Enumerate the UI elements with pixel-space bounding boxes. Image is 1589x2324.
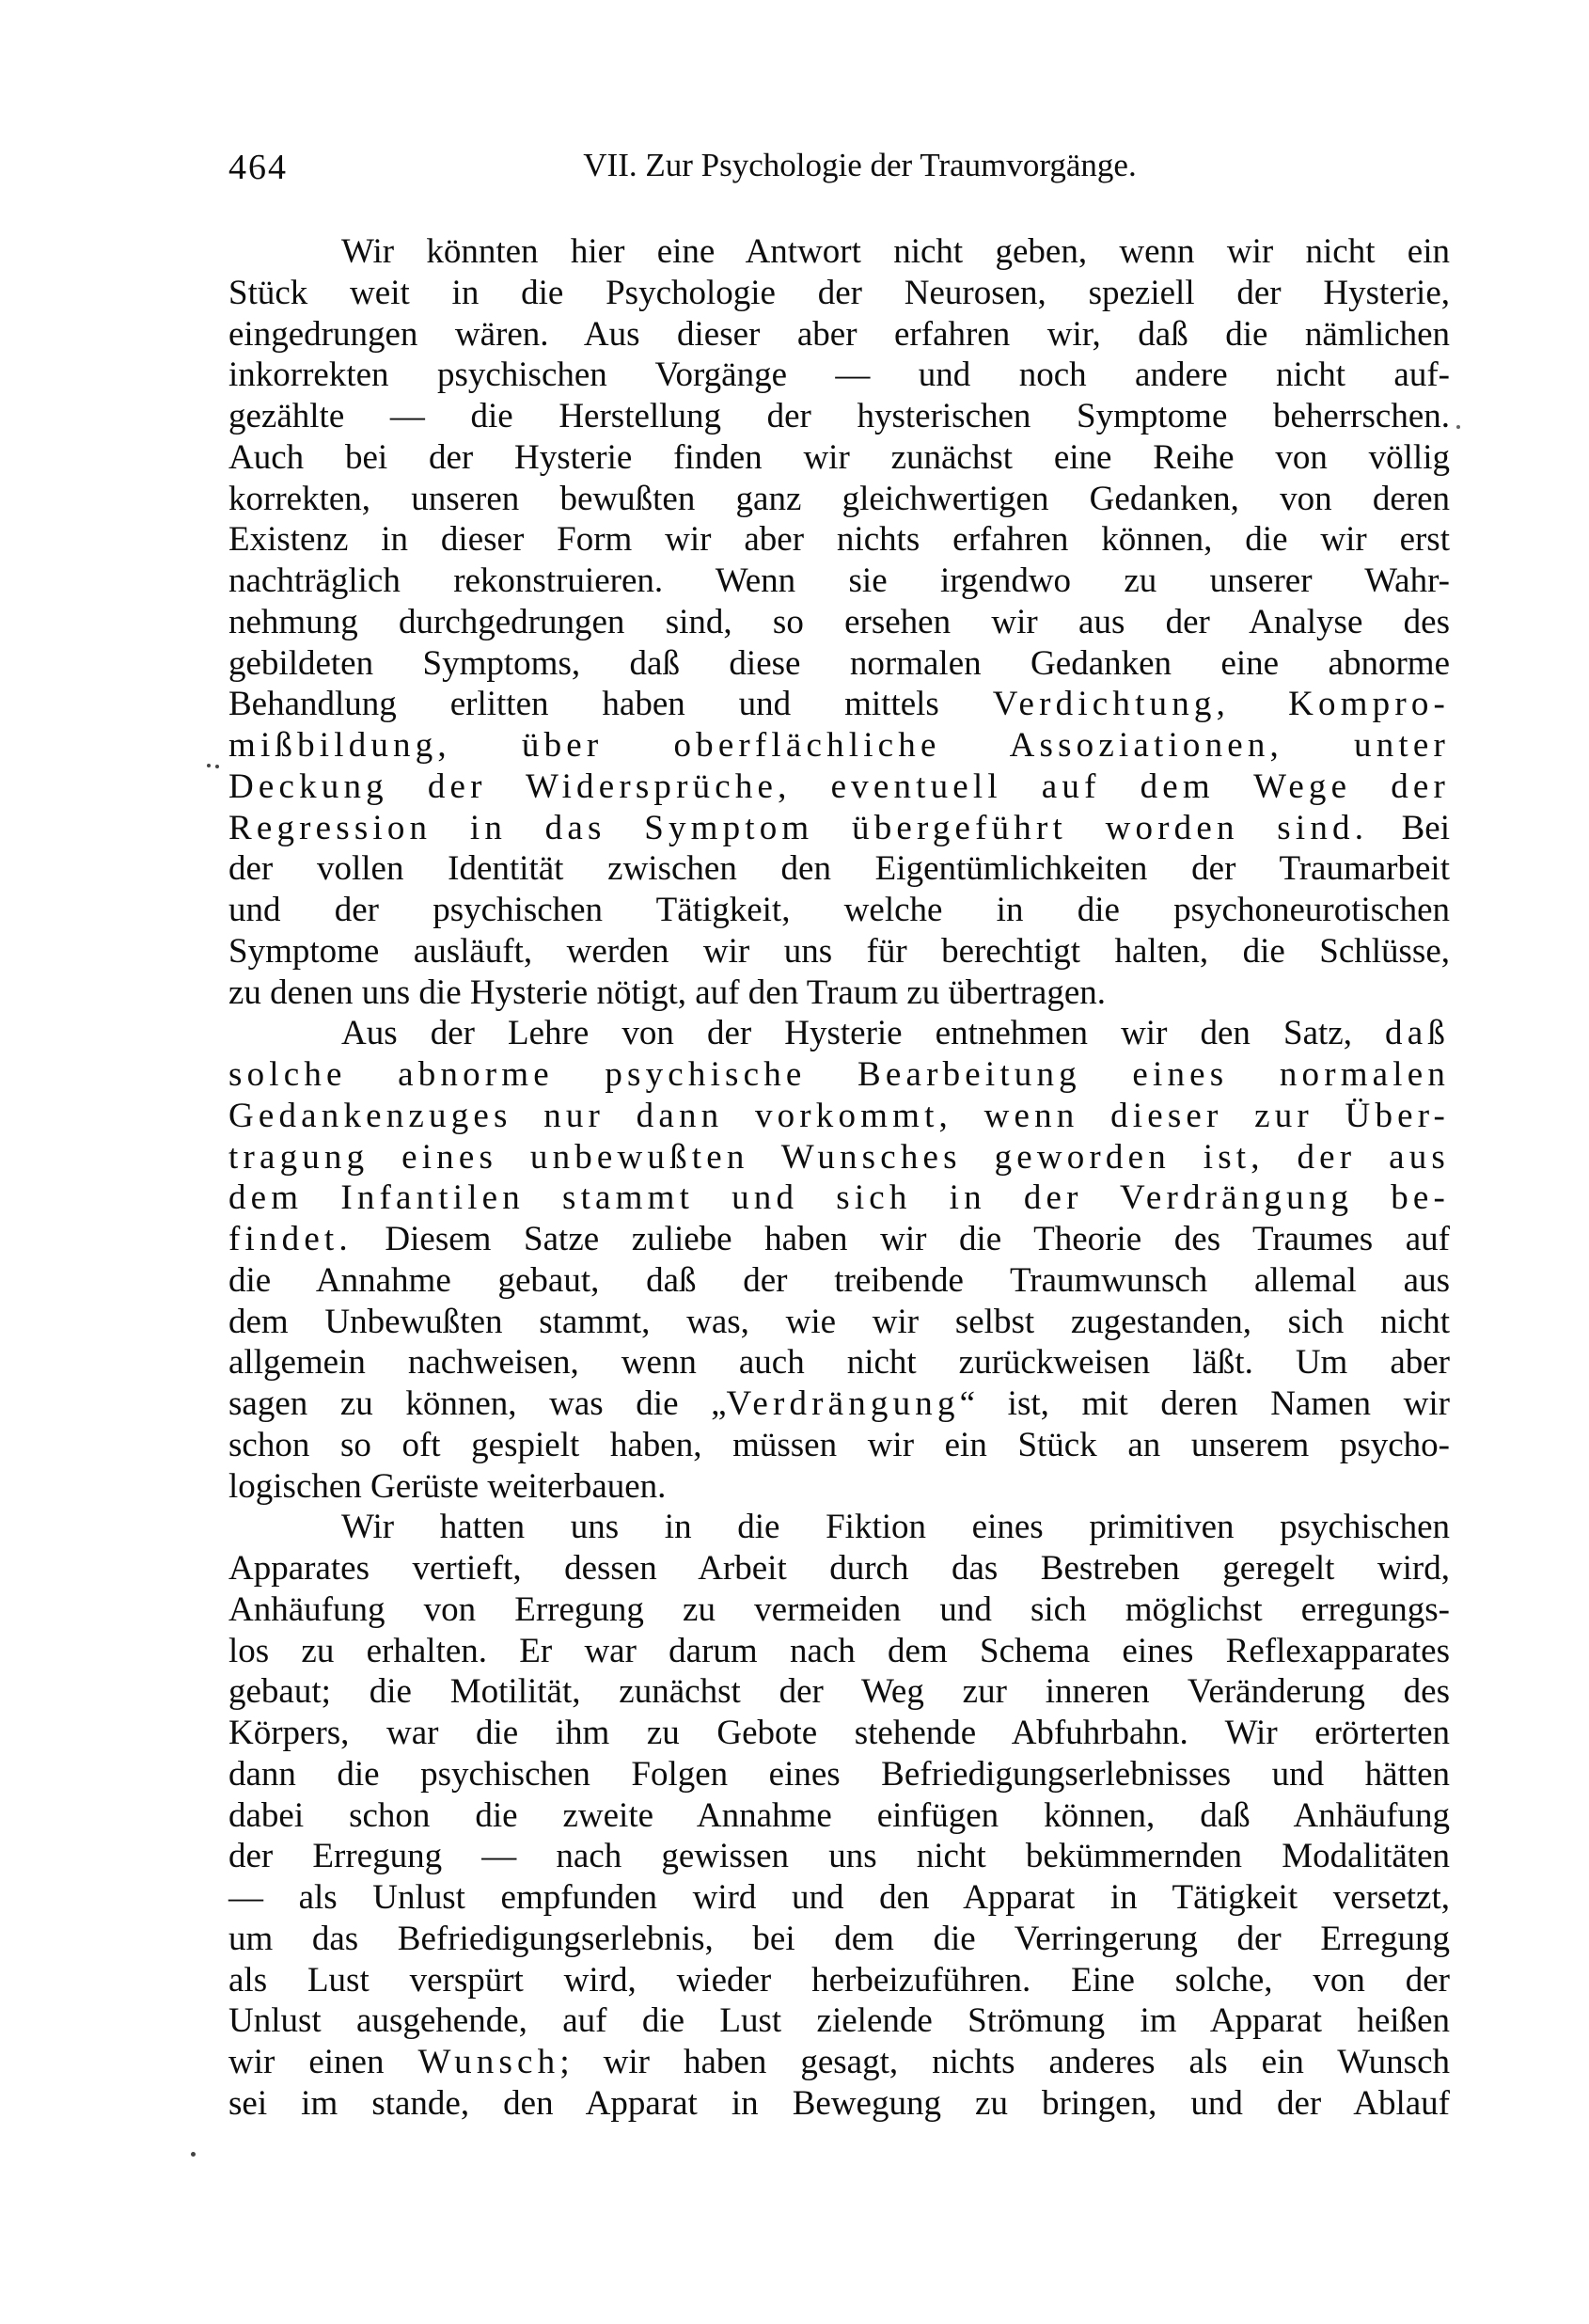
text-line: [228, 1342, 1450, 1383]
text-line: [228, 1548, 1450, 1589]
text-segment: Anhäufung von Erregung zu vermeiden und sich möglichst erregungs-: [228, 1589, 1450, 1629]
text-line: [228, 848, 1450, 890]
text-line: [228, 1219, 1450, 1260]
text-line: [228, 890, 1450, 931]
scan-artifact: [1456, 425, 1460, 429]
text-segment: — als Unlust empfunden wird und den Apparat in Tätigkeit versetzt,: [228, 1878, 1450, 1917]
scan-artifact: [191, 2152, 196, 2157]
text-segment: und der psychischen Tätigkeit, welche in die psychoneurotischen: [228, 891, 1450, 929]
text-line: [228, 2000, 1450, 2042]
paragraph: [228, 1507, 1450, 2124]
text-segment: eingedrungen wären. Aus dieser aber erfahren wir, daß die nämlichen: [228, 314, 1450, 354]
text-segment: nehmung durchgedrungen sind, so ersehen wir aus der Analyse des: [228, 602, 1450, 641]
text-line: [228, 437, 1450, 479]
text-segment: Diesem Satze zuliebe haben wir die Theorie des Traumes auf: [352, 1220, 1450, 1258]
text-line: [228, 1260, 1450, 1302]
emphasized-text-segment: Wunsch: [417, 2043, 560, 2081]
text-line: [228, 643, 1450, 685]
text-line: [228, 931, 1450, 972]
text-segment: Aus der Lehre von der Hysterie entnehmen wir den Satz,: [341, 1014, 1386, 1053]
text-segment: zu denen uns die Hysterie nötigt, auf den Traum zu übertragen.: [228, 972, 1106, 1012]
text-line: [228, 1507, 1450, 1548]
text-segment: korrekten, unseren bewußten ganz gleichwertigen Gedanken, von deren: [228, 479, 1450, 518]
page-number: 464: [228, 148, 288, 187]
text-segment: Wir könnten hier eine Antwort nicht geben, wenn wir nicht ein: [341, 232, 1450, 271]
text-line: [228, 972, 1450, 1014]
text-segment: dann die psychischen Folgen eines Befriedigungserlebnisses und hätten: [228, 1754, 1450, 1794]
emphasized-text-segment: Regression in das Symptom übergeführt worden sind.: [228, 808, 1369, 847]
text-line: [228, 1671, 1450, 1713]
text-line: [228, 314, 1450, 356]
text-segment: dabei schon die zweite Annahme einfügen können, daß Anhäufung: [228, 1795, 1450, 1835]
text-line: [228, 1589, 1450, 1631]
text-line: [228, 2042, 1450, 2083]
running-title: VII. Zur Psychologie der Traumvorgänge.: [583, 147, 1137, 183]
text-line: [228, 1178, 1450, 1219]
emphasized-text-segment: solche abnorme psychische Bearbeitung eines normalen: [228, 1055, 1450, 1094]
text-segment: gebildeten Symptoms, daß diese normalen Gedanken eine abnorme: [228, 643, 1450, 683]
text-line: [228, 725, 1450, 767]
text-line: [228, 1795, 1450, 1837]
emphasized-text-segment: mißbildung, über oberflächliche Assoziationen, unter: [228, 726, 1450, 765]
text-segment: “ ist, mit deren Namen wir: [959, 1384, 1450, 1423]
text-segment: Bei: [1368, 808, 1450, 847]
text-block: [228, 231, 1450, 2125]
text-line: [228, 1137, 1450, 1178]
paragraph: [228, 1013, 1450, 1507]
text-segment: Unlust ausgehende, auf die Lust zielende Strömung im Apparat heißen: [228, 2001, 1450, 2041]
emphasized-text-segment: Gedankenzuges nur dann vorkommt, wenn dieser zur Über-: [228, 1096, 1450, 1135]
text-segment: um das Befriedigungserlebnis, bei dem die Verringerung der Erregung: [228, 1919, 1450, 1958]
text-segment: der Erregung — nach gewissen uns nicht bekümmernden Modalitäten: [228, 1837, 1450, 1876]
text-segment: Symptome ausläuft, werden wir uns für berechtigt halten, die Schlüsse,: [228, 931, 1450, 971]
text-line: [228, 1713, 1450, 1754]
text-segment: Behandlung erlitten haben und mittels: [228, 685, 993, 724]
text-line: [228, 602, 1450, 643]
text-segment: gezählte — die Herstellung der hysterischen Symptome beherrschen.: [228, 397, 1450, 435]
emphasized-text-segment: Deckung der Widersprüche, eventuell auf dem Wege der: [228, 767, 1450, 806]
text-line: [228, 1836, 1450, 1877]
text-line: [228, 1054, 1450, 1096]
text-line: [228, 519, 1450, 561]
emphasized-text-segment: dem Infantilen stammt und sich in der Verdrängung be-: [228, 1178, 1450, 1218]
text-segment: nachträglich rekonstruieren. Wenn sie irgendwo zu unserer Wahr-: [228, 561, 1450, 600]
text-line: [228, 1631, 1450, 1672]
text-line: [228, 1096, 1450, 1137]
text-segment: Auch bei der Hysterie finden wir zunächst eine Reihe von völlig: [228, 437, 1450, 477]
emphasized-text-segment: findet.: [228, 1220, 353, 1258]
text-line: [228, 1877, 1450, 1919]
text-segment: Wir hatten uns in die Fiktion eines primitiven psychischen: [341, 1508, 1450, 1547]
emphasized-text-segment: tragung eines unbewußten Wunsches geworden ist, der aus: [228, 1137, 1450, 1177]
text-segment: gebaut; die Motilität, zunächst der Weg zur inneren Veränderung des: [228, 1672, 1450, 1712]
text-line: [228, 808, 1450, 849]
text-line: [228, 1754, 1450, 1795]
text-line: [228, 479, 1450, 520]
paragraph: [228, 231, 1450, 1013]
text-segment: der vollen Identität zwischen den Eigentümlichkeiten der Traumarbeit: [228, 849, 1450, 889]
text-segment: die Annahme gebaut, daß der treibende Traumwunsch allemal aus: [228, 1260, 1450, 1300]
text-line: [228, 1383, 1450, 1425]
text-line: [228, 1919, 1450, 1960]
text-segment: inkorrekten psychischen Vorgänge — und noch andere nicht auf-: [228, 356, 1450, 395]
text-segment: allgemein nachweisen, wenn auch nicht zurückweisen läßt. Um aber: [228, 1343, 1450, 1383]
text-line: [228, 767, 1450, 808]
text-segment: Existenz in dieser Form wir aber nichts erfahren können, die wir erst: [228, 520, 1450, 560]
page-header: [228, 147, 1450, 188]
text-segment: Stück weit in die Psychologie der Neurosen, speziell der Hysterie,: [228, 273, 1450, 312]
emphasized-text-segment: Verdichtung, Kompro-: [992, 685, 1451, 724]
text-line: [228, 684, 1450, 725]
text-line: [228, 1425, 1450, 1466]
text-line: [228, 1302, 1450, 1343]
text-line: [228, 1013, 1450, 1054]
emphasized-text-segment: Verdrängung: [726, 1384, 960, 1423]
text-segment: sagen zu können, was die „: [228, 1384, 727, 1423]
text-line: [228, 561, 1450, 602]
text-line: [228, 355, 1450, 396]
text-segment: sei im stande, den Apparat in Bewegung zu bringen, und der Ablauf: [228, 2083, 1450, 2123]
text-segment: ; wir haben gesagt, nichts anderes als ein Wunsch: [559, 2043, 1451, 2081]
text-segment: wir einen: [228, 2043, 418, 2081]
text-line: [228, 2083, 1450, 2125]
text-segment: Körpers, war die ihm zu Gebote stehende Abfuhrbahn. Wir erörterten: [228, 1714, 1450, 1752]
text-segment: als Lust verspürt wird, wieder herbeizuführen. Eine solche, von der: [228, 1960, 1450, 2000]
text-segment: Apparates vertieft, dessen Arbeit durch das Bestreben geregelt wird,: [228, 1549, 1450, 1588]
text-line: [228, 1466, 1450, 1508]
scan-artifact: [207, 764, 211, 767]
text-segment: logischen Gerüste weiterbauen.: [228, 1466, 667, 1506]
text-line: [228, 231, 1450, 273]
emphasized-text-segment: daß: [1385, 1014, 1450, 1053]
text-line: [228, 273, 1450, 314]
text-line: [228, 1960, 1450, 2001]
text-segment: schon so oft gespielt haben, müssen wir ein Stück an unserem psycho-: [228, 1425, 1450, 1464]
text-segment: dem Unbewußten stammt, was, wie wir selbst zugestanden, sich nicht: [228, 1302, 1450, 1341]
text-line: [228, 396, 1450, 437]
text-segment: los zu erhalten. Er war darum nach dem Schema eines Reflexapparates: [228, 1631, 1450, 1670]
